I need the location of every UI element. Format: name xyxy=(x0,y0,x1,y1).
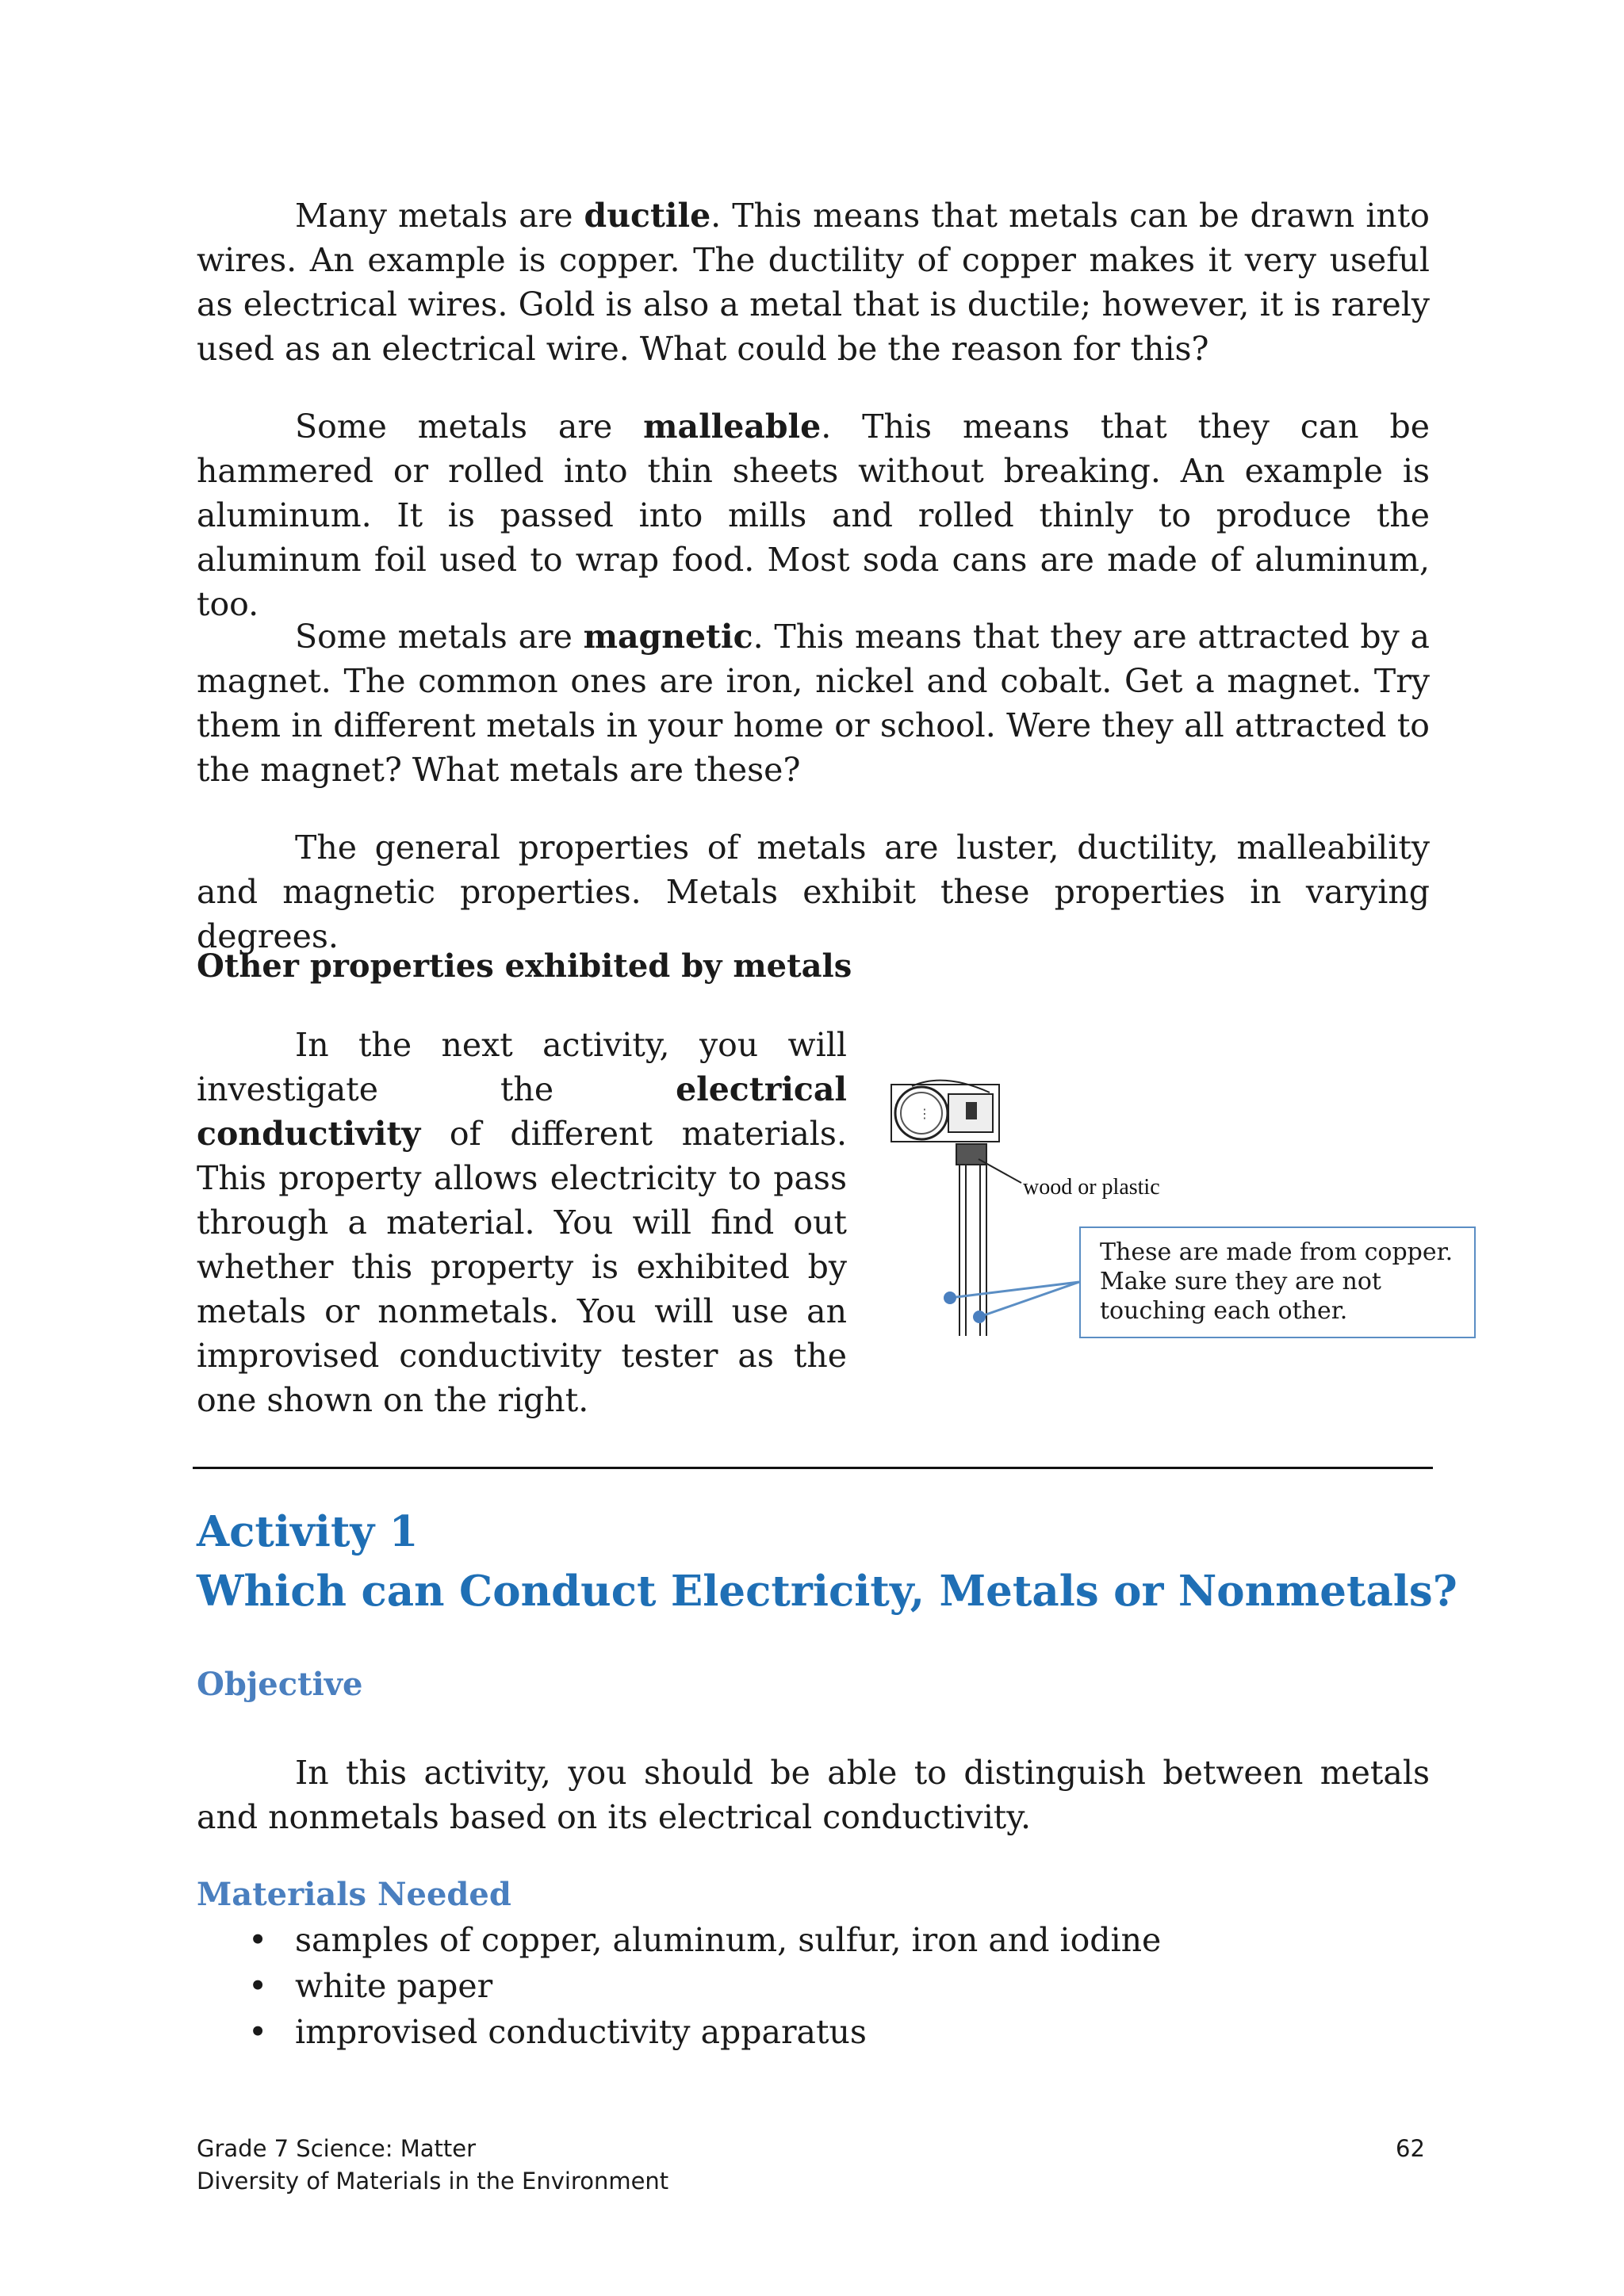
paragraph-magnetic: Some metals are magnetic. This means that they are attracted by a magnet. The common ones are iron, nickel and cobalt. Get a magnet. Try them in different metals in your home or school. Were they all attracted to the magnet? What metals are these? xyxy=(197,618,1430,789)
section-divider xyxy=(193,1467,1433,1469)
list-item: • improvised conductivity apparatus xyxy=(197,2009,1161,2055)
list-item: • white paper xyxy=(197,1963,1161,2009)
bullet-icon: • xyxy=(248,1921,268,1959)
paragraph-general-properties: The general properties of metals are luster, ductility, malleability and magnetic properties. Metals exhibit these properties in varying degrees. xyxy=(197,828,1430,955)
paragraph-ductile: Many metals are ductile. This means that metals can be drawn into wires. An example is copper. The ductility of copper makes it very useful as electrical wires. Gold is also a metal that is ductile; however, it is rarely used as an electrical wire. What could be the reason for this? xyxy=(197,197,1430,368)
term-ductile: ductile xyxy=(584,197,711,235)
footer-book-info: Grade 7 Science: Matter Diversity of Materials in the Environment xyxy=(197,2135,669,2195)
materials-list xyxy=(197,1917,1161,2055)
term-malleable: malleable xyxy=(643,408,822,446)
objective-heading: Objective xyxy=(197,1666,363,1703)
term-electrical-conductivity: electrical conductivity xyxy=(197,1070,847,1153)
other-properties-heading: Other properties exhibited by metals xyxy=(197,947,852,985)
paragraph-malleable: Some metals are malleable. This means that they can be hammered or rolled into thin sheets without breaking. An example is aluminum. It is passed into mills and rolled thinly to produce the aluminum foil used to wrap food. Most soda cans are made of aluminum, too. xyxy=(197,408,1430,623)
wood-or-plastic-label: wood or plastic xyxy=(1023,1175,1160,1200)
copper-leads xyxy=(959,1165,986,1336)
activity-title: Activity 1 Which can Conduct Electricity, Metals or Nonmetals? xyxy=(197,1507,1457,1616)
callout-pointers xyxy=(944,1282,1079,1323)
bullet-icon: • xyxy=(248,2013,268,2051)
svg-text:⋮: ⋮ xyxy=(918,1106,931,1121)
bullet-icon: • xyxy=(248,1967,268,2005)
battery-housing xyxy=(891,1081,999,1142)
page-number: 62 xyxy=(1396,2135,1425,2162)
materials-heading: Materials Needed xyxy=(197,1876,511,1913)
copper-leads-callout: These are made from copper. Make sure they are not touching each other. xyxy=(1079,1226,1476,1338)
paragraph-electrical-conductivity: In the next activity, you will investigate the electrical conductivity of different materials. This property allows electricity to pass through a material. You will find out whether this property is exhibited by metals or nonmetals. You will use an improvised conductivity tester as the one shown on the right. xyxy=(197,1026,847,1419)
term-magnetic: magnetic xyxy=(583,618,753,656)
objective-text: In this activity, you should be able to distinguish between metals and nonmetals based on its electrical conductivity. xyxy=(197,1754,1430,1836)
list-item: • samples of copper, aluminum, sulfur, iron and iodine xyxy=(197,1917,1161,1963)
